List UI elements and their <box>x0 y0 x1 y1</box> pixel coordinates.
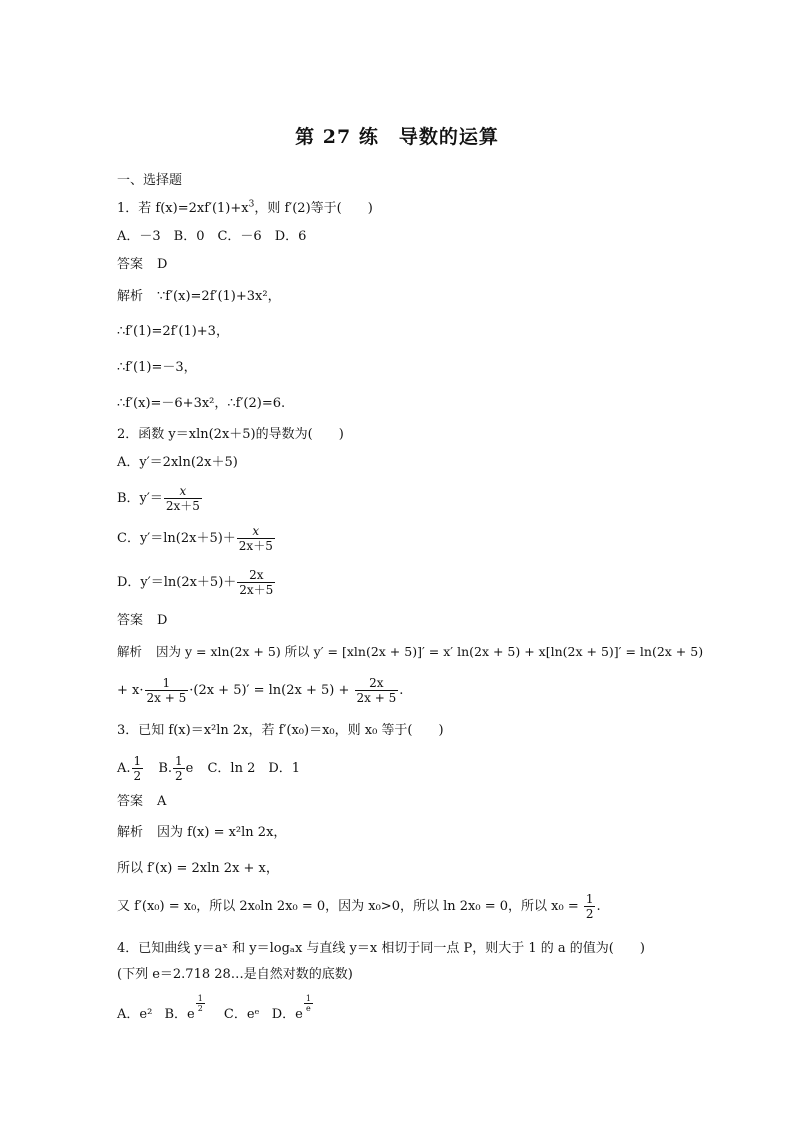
fraction: $\frac{1}{2}$ <box>175 754 183 783</box>
page-title: 第 27 练 导数的运算 <box>295 126 499 148</box>
q3-analysis-2: 所以 f′(x) = 2xln 2x + x， <box>117 861 279 876</box>
q2-option-c: C．y′＝ln(2x＋5)＋ $\frac{x}{2x+5}$ <box>117 524 273 553</box>
fraction: $\frac{2x}{2x+5}$ <box>239 568 274 597</box>
q1-stem: 1．若 $f(x)=2xf'(1)+x^3$，则 f′(2)等于( ) <box>117 199 373 216</box>
q1-analysis-4: ∴f′(x)=－6+3x²，∴f′(2)=6. <box>117 396 286 411</box>
q2-analysis-1: 解析 因为 y = xln(2x + 5) 所以 y′ = [xln(2x + 5)]′ = x′ ln(2x + 5) + x[ln(2x + 5)]′ = ln(2x + 5) <box>117 644 704 659</box>
q2-option-a: A．y′＝2xln(2x＋5) <box>117 455 238 470</box>
q1-analysis-3: ∴f′(1)=－3， <box>117 360 197 375</box>
exponent-fraction: $\frac{1}{2}$ <box>197 994 203 1013</box>
q2-analysis-2: + x· $\frac{1}{2x + 5}$ ·(2x + 5)′ = ln(2x + 5) + $\frac{2x}{2x + 5}$ . <box>117 676 404 705</box>
q3-options: A. $\frac{1}{2}$ B. $\frac{1}{2}$ e C．ln 2 D．1 <box>117 754 301 783</box>
fraction: $\frac{1}{2}$ <box>133 754 142 783</box>
q1-analysis-1: 解析 ∵f′(x)=2f′(1)+3x²， <box>117 289 281 304</box>
fraction: $\frac{1}{2}$ <box>585 892 594 921</box>
q2-option-b: B．y′＝ $\frac{x}{2x+5}$ <box>117 484 200 513</box>
q1-options: A．－3 B．0 C．－6 D．6 <box>117 229 307 244</box>
fraction: $\frac{x}{2x+5}$ <box>238 524 273 553</box>
section-heading: 一、选择题 <box>117 173 183 188</box>
q1-analysis-2: ∴f′(1)=2f′(1)+3， <box>117 324 229 339</box>
q4-note: (下列 e＝2.718 28…是自然对数的底数) <box>117 967 353 982</box>
fraction: $\frac{2x}{2x + 5}$ <box>356 676 397 705</box>
q2-stem: 2．函数 y＝xln(2x＋5)的导数为( ) <box>117 427 344 442</box>
fraction: $\frac{x}{2x+5}$ <box>165 484 200 513</box>
q3-analysis-1: 解析 因为 f(x) = x²ln 2x， <box>117 825 287 840</box>
q4-options: A．e² B．e $\frac{1}{2}$ C．eᵉ D．e $\frac{1}{e}$ <box>117 994 311 1022</box>
q3-answer: 答案 A <box>117 794 167 809</box>
q3-stem: 3．已知 f(x)＝x²ln 2x，若 f′(x₀)＝x₀，则 x₀ 等于( ) <box>117 723 444 738</box>
fraction: $\frac{1}{2x + 5}$ <box>146 676 187 705</box>
q3-analysis-3: 又 f′(x₀) = x₀，所以 2x₀ln 2x₀ = 0，因为 x₀>0，所以 ln 2x₀ = 0，所以 x₀ = $\frac{1}{2}$ . <box>117 892 601 921</box>
q1-answer: 答案 D <box>117 257 168 272</box>
exponent-fraction: $\frac{1}{e}$ <box>305 994 311 1013</box>
q2-option-d: D．y′＝ln(2x＋5)＋ $\frac{2x}{2x+5}$ <box>117 568 274 597</box>
q4-stem: 4．已知曲线 y＝aˣ 和 y＝logₐx 与直线 y＝x 相切于同一点 P，则大于 1 的 a 的值为( ) <box>117 941 645 956</box>
q2-answer: 答案 D <box>117 613 168 628</box>
